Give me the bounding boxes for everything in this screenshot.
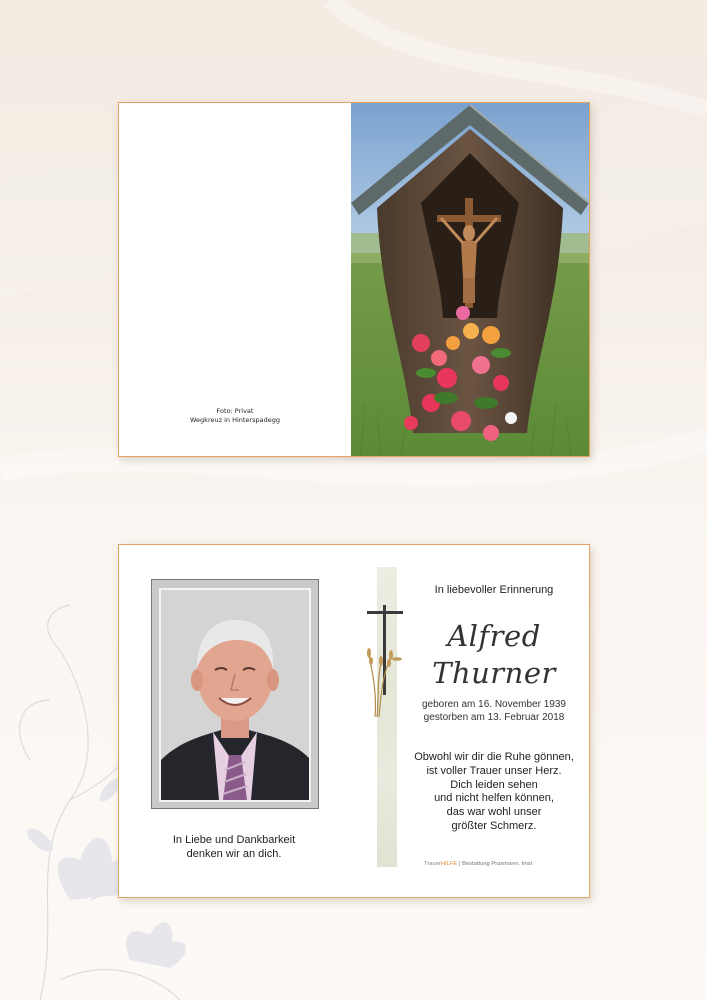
tribute-text [139,833,329,861]
portrait-of-man [161,590,309,800]
caption-credit: Foto: Privat [216,407,254,415]
obituary-card-inside [118,544,590,898]
poem-line: Dich leiden sehen [450,778,538,791]
poem-line: größter Schmerz. [451,819,537,832]
poem-line: und nicht helfen können, [434,792,554,805]
wayside-shrine-photo [351,103,589,456]
footer-separator: | [458,861,461,867]
portrait-photo [159,588,311,802]
tribute-line: In Liebe und Dankbarkeit [172,834,296,846]
photo-caption [119,407,351,425]
poem-line: das war wohl unser [446,806,542,819]
brand-trauer: Trauer [424,861,441,867]
tribute-line: denken wir an dich. [186,848,282,860]
life-dates [404,699,584,724]
card-front-left-page [119,103,351,456]
memorial-intro: In liebevoller Erinnerung [434,584,554,596]
poem-line: Obwohl wir dir die Ruhe gönnen, [414,751,574,763]
memorial-poem [404,751,584,834]
caption-location: Wegkreuz in Hinterspadegg [190,416,280,424]
obituary-card-front [118,102,590,457]
death-date: gestorben am 13. Februar 2018 [423,711,565,723]
poem-line: ist voller Trauer unser Herz. [426,764,562,777]
portrait-frame [151,579,319,809]
funeral-home-name: Bestattung Praxmarer, Imst [462,861,533,867]
deceased-first-name: Alfred [447,619,541,653]
wayside-shrine-image [351,103,589,456]
birth-date: geboren am 16. November 1939 [422,699,566,710]
deceased-last-name: Thurner [432,656,556,690]
funeral-home-credit [424,861,590,867]
brand-hilfe: HILFE [440,861,458,867]
